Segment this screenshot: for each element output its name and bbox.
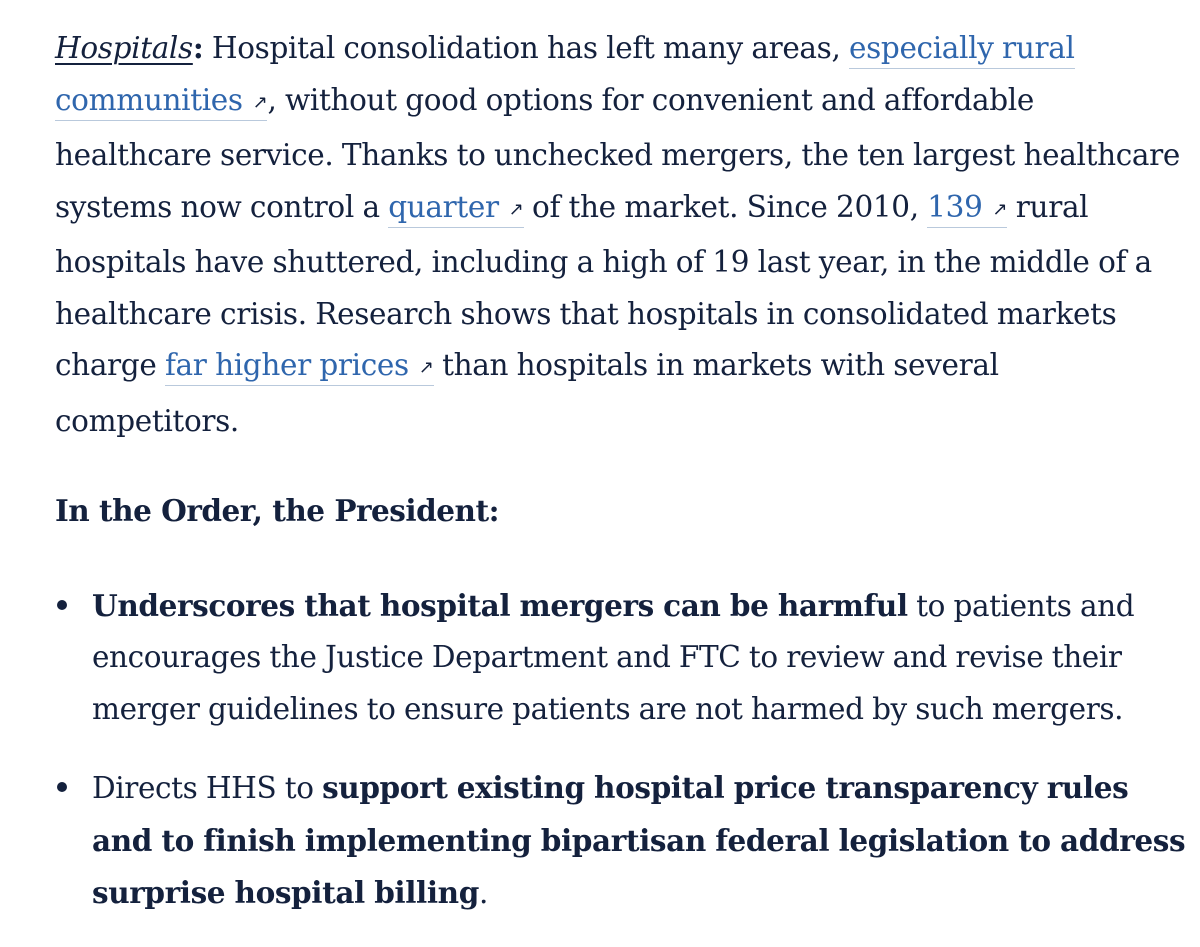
external-link-arrow-icon: ↗	[508, 198, 524, 220]
bullet-icon	[57, 600, 67, 610]
bullet-text: Directs HHS to	[92, 771, 323, 805]
bullet-bold-text: Underscores that hospital mergers can be harmful	[92, 587, 908, 623]
link-label[interactable]: 139	[927, 189, 983, 224]
link-139[interactable]	[927, 190, 1007, 228]
link-quarter[interactable]	[388, 190, 523, 228]
paragraph-text: Hospital consolidation has left many areas,	[203, 31, 850, 65]
link-label[interactable]: far higher prices	[164, 348, 409, 382]
bullet-text: .	[478, 876, 488, 910]
list-item	[55, 580, 1190, 736]
paragraph-text: rural hospitals have shuttered, including a high of 19 last year, in the middle of a healthcare crisis. Research shows that hospitals in consolidated markets charge	[55, 189, 1152, 382]
link-label[interactable]: quarter	[388, 189, 499, 224]
external-link-arrow-icon: ↗	[418, 357, 434, 378]
bullet-text: to patients and encourages the Justice Department and FTC to review and revise their merger guidelines to ensure patients are not harmed by such mergers.	[92, 588, 1135, 726]
section-lead-hospitals: Hospitals	[55, 31, 193, 65]
lead-colon: :	[192, 30, 204, 65]
link-far-higher-prices[interactable]	[165, 348, 434, 386]
bullet-bold-text: support existing hospital price transparency rules and to finish implementing bipartisan federal legislation to address surprise hospital billing	[92, 770, 1186, 910]
external-link-arrow-icon: ↗	[992, 198, 1008, 220]
link-label[interactable]: especially rural communities	[55, 31, 1075, 117]
list-item	[55, 762, 1190, 920]
paragraph-text: than hospitals in markets with several competitors.	[55, 348, 999, 438]
order-bullet-list	[55, 580, 1190, 920]
hospitals-paragraph	[55, 22, 1190, 447]
external-link-arrow-icon: ↗	[252, 91, 268, 113]
paragraph-text: , without good options for convenient and affordable healthcare service. Thanks to unchecked mergers, the ten largest healthcare systems now control a	[55, 82, 1180, 224]
article-body	[55, 22, 1190, 947]
bullet-icon	[57, 782, 67, 792]
paragraph-text: of the market. Since 2010,	[523, 189, 928, 224]
order-heading: In the Order, the President:	[55, 493, 499, 528]
